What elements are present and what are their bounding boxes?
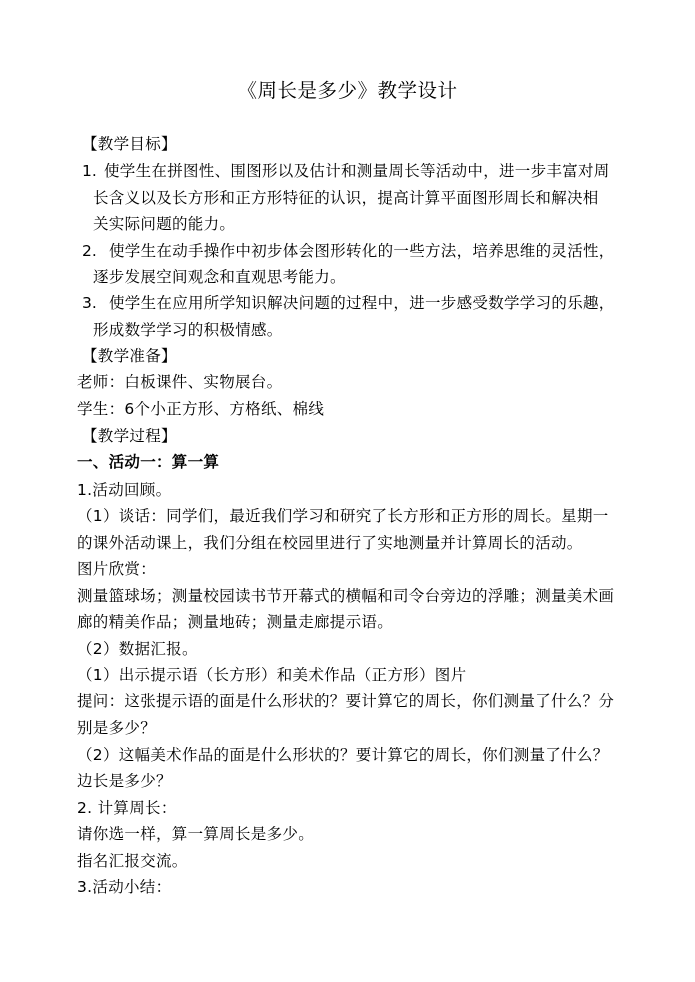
- activity-1-heading: 一、活动一：算一算: [77, 453, 220, 471]
- goal-1-line-3: 关实际问题的能力。: [93, 215, 236, 233]
- body-line-3: 的课外活动课上，我们分组在校园里进行了实地测量并计算周长的活动。: [77, 534, 583, 552]
- document-title: 《周长是多少》教学设计: [237, 79, 458, 102]
- goal-2-line-2: 逐步发展空间观念和直观思考能力。: [93, 268, 346, 286]
- body-line-9: 提问：这张提示语的面是什么形状的？要计算它的周长，你们测量了什么？分: [77, 692, 615, 710]
- process-heading: 【教学过程】: [82, 427, 177, 445]
- body-line-14: 请你选一样，算一算周长是多少。: [77, 825, 315, 843]
- goal-3-line-2: 形成数学学习的积极情感。: [93, 321, 283, 339]
- body-line-15: 指名汇报交流。: [77, 852, 188, 870]
- goals-heading: 【教学目标】: [82, 135, 177, 153]
- body-line-16: 3.活动小结：: [77, 878, 172, 896]
- body-line-2: （1）谈话：同学们，最近我们学习和研究了长方形和正方形的周长。星期一: [77, 507, 609, 525]
- goal-1-line-2: 长含义以及长方形和正方形特征的认识，提高计算平面图形周长和解决相: [93, 189, 599, 207]
- goal-1-number: 1.: [82, 162, 97, 180]
- body-line-1: 1.活动回顾。: [77, 481, 172, 499]
- body-line-12: 边长是多少？: [77, 772, 172, 790]
- goal-3-number: 3.: [82, 294, 97, 312]
- goal-2-number: 2.: [82, 242, 97, 260]
- prep-teacher: 老师：白板课件、实物展台。: [77, 373, 283, 391]
- goal-3-line-1: 使学生在应用所学知识解决问题的过程中，进一步感受数学学习的乐趣，: [109, 294, 615, 312]
- body-line-4: 图片欣赏：: [77, 560, 157, 578]
- body-line-8: （1）出示提示语（长方形）和美术作品（正方形）图片: [77, 666, 467, 684]
- body-line-11: （2）这幅美术作品的面是什么形状的？要计算它的周长，你们测量了什么？: [77, 746, 609, 764]
- body-line-5: 测量篮球场；测量校园读书节开幕式的横幅和司令台旁边的浮雕；测量美术画: [77, 587, 615, 605]
- body-line-7: （2）数据汇报。: [77, 640, 198, 658]
- body-line-10: 别是多少？: [77, 719, 157, 737]
- prep-student: 学生：6个小正方形、方格纸、棉线: [77, 400, 325, 418]
- body-line-13: 2. 计算周长：: [77, 799, 177, 817]
- prep-heading: 【教学准备】: [82, 347, 177, 365]
- goal-2-line-1: 使学生在动手操作中初步体会图形转化的一些方法，培养思维的灵活性，: [109, 242, 615, 260]
- goal-1-line-1: 使学生在拼图性、围图形以及估计和测量周长等活动中，进一步丰富对周: [104, 162, 610, 180]
- body-line-6: 廊的精美作品；测量地砖；测量走廊提示语。: [77, 613, 394, 631]
